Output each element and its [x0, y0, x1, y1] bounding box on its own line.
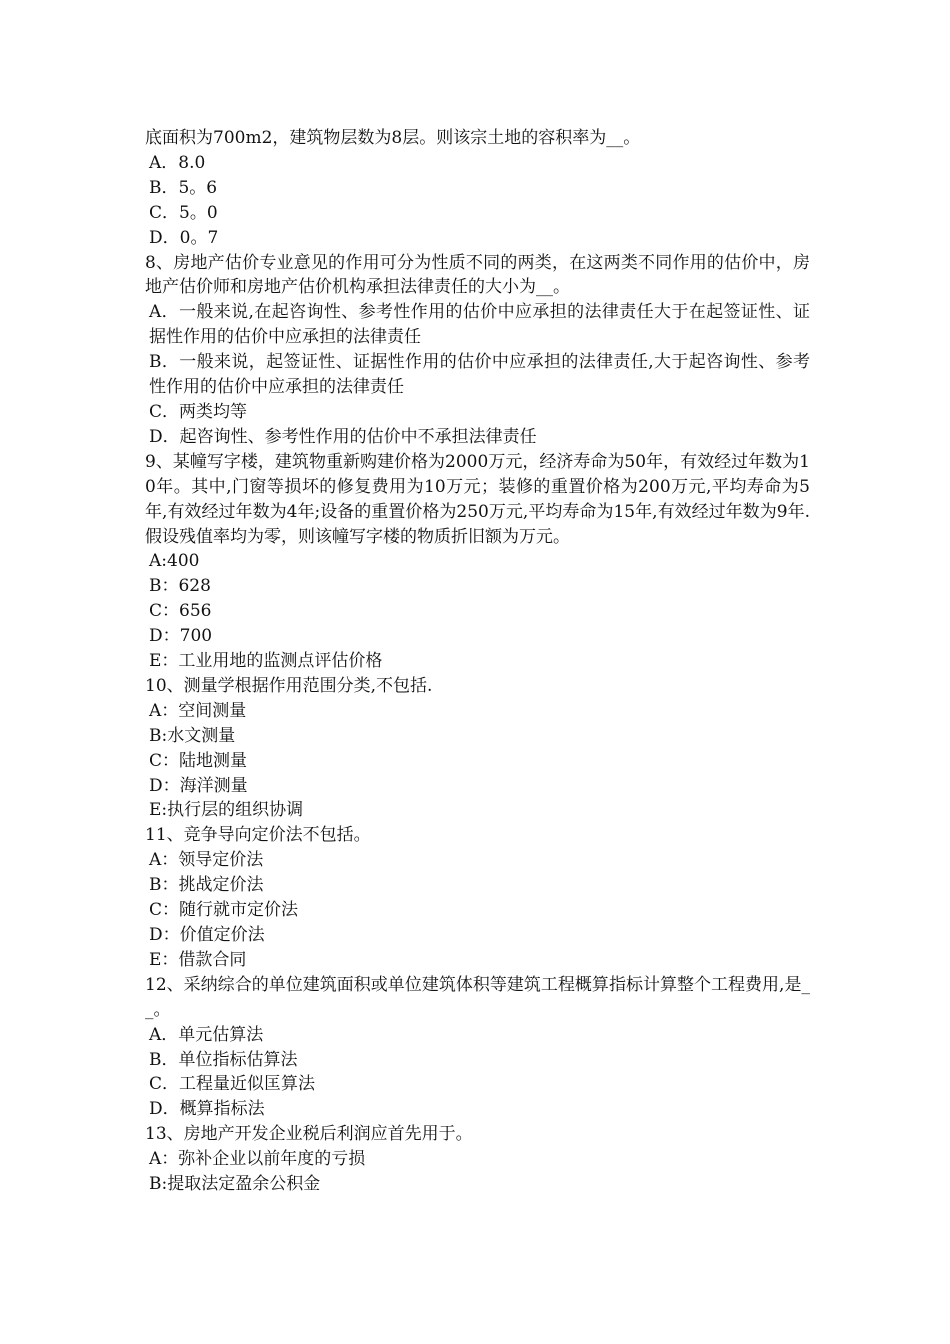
text-line: D．概算指标法	[149, 1099, 265, 1120]
document-page	[145, 126, 810, 1197]
text-line: A：空间测量	[149, 700, 247, 721]
text-line: B：挑战定价法	[149, 875, 264, 896]
text-line: C．工程量近似匡算法	[149, 1074, 316, 1095]
text-line: A．一般来说,在起咨询性、参考性作用的估价中应承担的法律责任大于在起签证性、证据性作用的估价中应承担的法律责任	[149, 302, 810, 348]
text-line: D．起咨询性、参考性作用的估价中不承担法律责任	[149, 426, 537, 447]
text-line: 11、竞争导向定价法不包括。	[145, 825, 371, 846]
text-line: C：656	[149, 601, 212, 622]
text-line: C．5。0	[149, 202, 218, 223]
text-line: 底面积为700m2，建筑物层数为8层。则该宗土地的容积率为__。	[145, 128, 641, 148]
text-line: D：海洋测量	[149, 775, 248, 796]
text-line: C：随行就市定价法	[149, 900, 299, 921]
text-line: B:水文测量	[149, 725, 236, 746]
text-line: C：陆地测量	[149, 750, 248, 771]
text-line: A：领导定价法	[149, 850, 264, 871]
text-line: B：628	[149, 576, 211, 597]
text-line: E：借款合同	[149, 949, 247, 970]
text-line: B．一般来说，起签证性、证据性作用的估价中应承担的法律责任,大于起咨询性、参考性作用的估价中应承担的法律责任	[149, 352, 810, 398]
text-line: B:提取法定盈余公积金	[149, 1174, 321, 1195]
text-line: E:执行层的组织协调	[149, 800, 304, 821]
text-line: A：弥补企业以前年度的亏损	[149, 1149, 366, 1170]
text-line: B．单位指标估算法	[149, 1049, 298, 1070]
text-line: E：工业用地的监测点评估价格	[149, 651, 383, 672]
text-line: 8、房地产估价专业意见的作用可分为性质不同的两类，在这两类不同作用的估价中，房地产估价师和房地产估价机构承担法律责任的大小为__。	[145, 252, 810, 298]
text-line: 9、某幢写字楼，建筑物重新购建价格为2000万元，经济寿命为50年，有效经过年数为10年。其中,门窗等损坏的修复费用为10万元；装修的重置价格为200万元,平均寿命为5年,有效经过年数为4年;设备的重置价格为250万元,平均寿命为15年,有效经过年数为9年.假设残值率均为零，则该幢写字楼的物质折旧额为万元。	[145, 451, 810, 547]
text-line: A:400	[149, 551, 200, 572]
text-line: 13、房地产开发企业税后利润应首先用于。	[145, 1124, 473, 1145]
text-line: A．8.0	[149, 152, 206, 173]
text-line: D：700	[149, 626, 213, 647]
text-line: C．两类均等	[149, 401, 248, 422]
text-line: 10、测量学根据作用范围分类,不包括.	[145, 675, 433, 696]
text-line: 12、采纳综合的单位建筑面积或单位建筑体积等建筑工程概算指标计算整个工程费用,是__。	[145, 974, 810, 1020]
text-line: A．单元估算法	[149, 1024, 264, 1045]
text-line: B．5。6	[149, 177, 218, 198]
text-line: D：价值定价法	[149, 925, 265, 945]
text-line: D．0。7	[149, 227, 219, 248]
